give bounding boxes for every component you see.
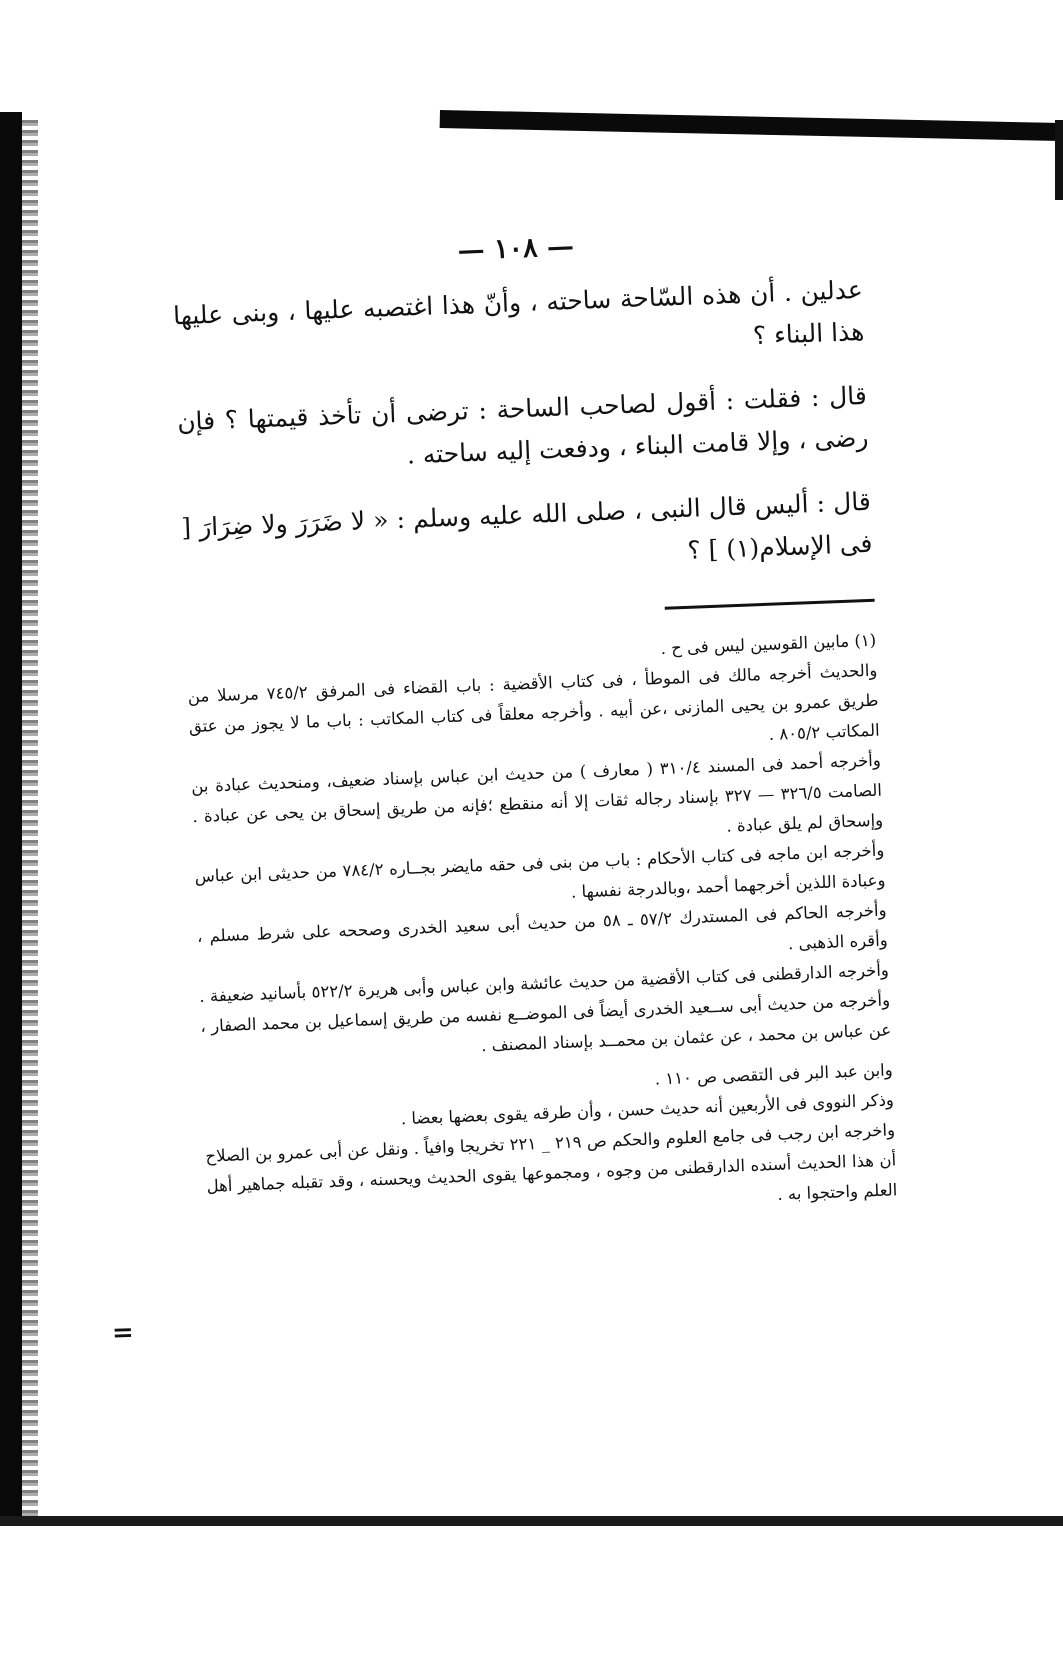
footnote-paragraph: وأخرجه الحاكم فى المستدرك ٥٧/٢ ـ ٥٨ من حديث أبى سعيد الخدرى وصححه على شرط مسلم ، وأقره الذهبى . [196,900,889,954]
footnote-paragraph: وأخرجه أحمد فى المسند ٣١٠/٤ ( معارف ) من حديث ابن عباس بإسناد ضعيف، ومنحديث عبادة بن الصامت ٣٢٦/٥ — ٣٢٧ بإسناد رجاله ثقات إلا أنه منقطع ؛فإنه من طريق إسحاق بن يحى عن عبادة . وإسحاق لم يلق عبادة . [190,750,884,836]
scan-border-left [0,112,22,1522]
scan-border-top [440,110,1063,141]
main-paragraph: قال : أليس قال النبى ، صلى الله عليه وسلم : « لا ضَرَرَ ولا ضِرَارَ [ فى الإسلام(١) ] ؟ [180,486,873,565]
main-paragraph: عدلين . أن هذه السّاحة ساحته ، وأنّ هذا اغتصبه عليها ، وبنى عليها هذا البناء ؟ [172,274,865,351]
footnote-paragraph: واخرجه ابن رجب فى جامع العلوم والحكم ص ٢١٩ _ ٢٢١ تخريجا وافياً . ونقل عن أبى عمرو بن الصلاح أن هذا الحديث أسنده الدارقطنى من وجوه ، ومجموعها يقوى الحديث ويحسنه ، وقد تقبله جماهير أهل العلم واحتجوا به . [205,1120,898,1204]
continuation-mark: = [111,1317,135,1349]
scan-border-bottom [0,1516,1063,1526]
footnote-paragraph: والحديث أخرجه مالك فى الموطأ ، فى كتاب الأقضية : باب القضاء فى المرفق ٧٤٥/٢ مرسلا من طريق عمرو بن يحيى المازنى ،عن أبيه . وأخرجه معلقاً فى كتاب المكاتب : باب ما لا يجوز من عتق المكاتب ٨٠٥/٢ . [187,660,880,744]
scan-border-right [1055,120,1063,200]
footnote-divider [665,599,875,610]
footnote-paragraph: وذكر النووى فى الأربعين أنه حديث حسن ، وأن طرقه يقوى بعضها بعضا . [400,1090,895,1129]
scan-edge-noise [22,120,38,1520]
footnote-paragraph: (١) مابين القوسين ليس فى ح . [660,630,877,658]
footnote-paragraph: وابن عبد البر فى التقصى ص ١١٠ . [654,1060,894,1089]
book-page [171,220,898,1232]
main-paragraph: قال : فقلت : أقول لصاحب الساحة : ترضى أن تأخذ قيمتها ؟ فإن رضى ، وإلا قامت البناء ، ودفعت إليه ساحته . [176,380,869,470]
page-number: — ١٠٨ — [457,231,575,267]
main-text [172,269,873,591]
footnotes [186,626,898,1232]
footnote-paragraph: وأخرجه ابن ماجه فى كتاب الأحكام : باب من بنى فى حقه مايضر بجــاره ٧٨٤/٢ من حديثى ابن عباس وعبادة اللذين أخرجهما أحمد ،وبالدرجة نفسها . [194,840,886,902]
footnote-paragraph: وأخرجه الدارقطنى فى كتاب الأقضية من حديث عائشة وابن عباس وأبى هريرة ٥٢٢/٢ بأسانيد ضعيفة . وأخرجه من حديث أبى ســعيد الخدرى أيضاً فى الموضــع نفسه من طريق إسماعيل بن محمد الصفار ، عن عباس بن محمد ، عن عثمان بن محمــد بإسناد المصنف . [198,960,892,1056]
